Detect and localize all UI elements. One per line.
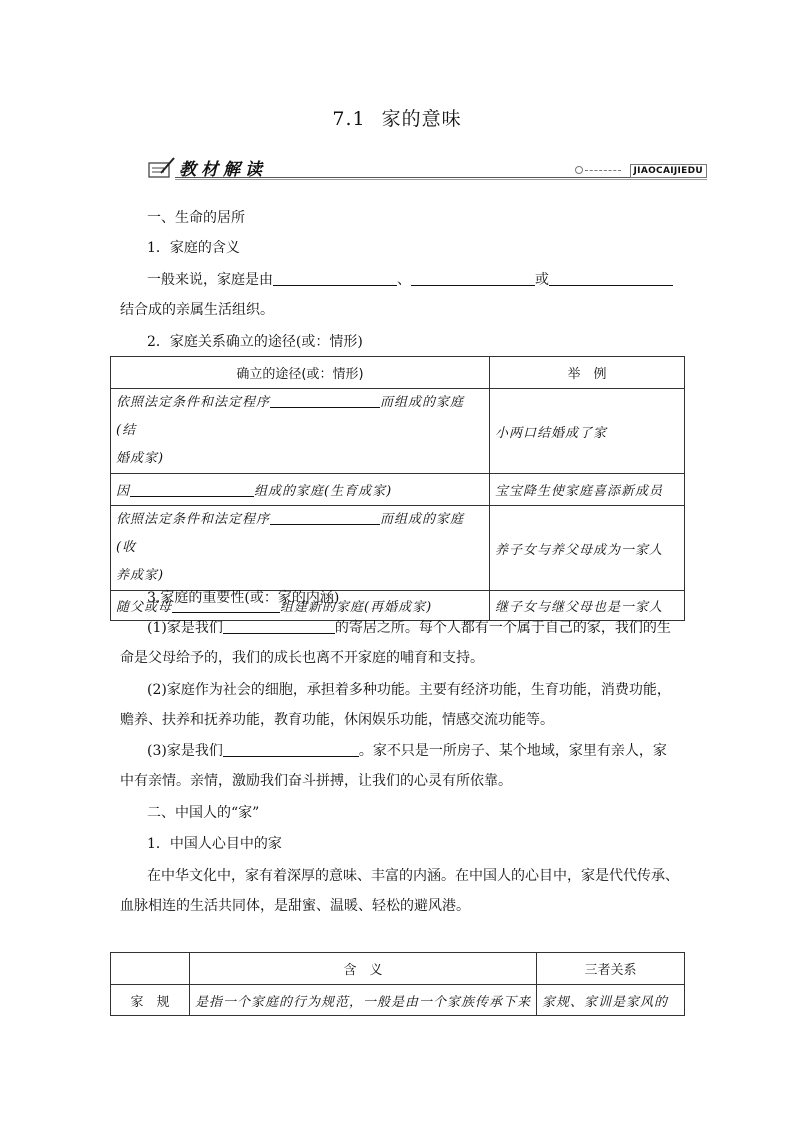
cell-text: 依照法定条件和法定程序	[116, 512, 271, 527]
section2-p-line2: 血脉相连的生活共同体，是甜蜜、温暖、轻松的避风港。	[120, 898, 470, 914]
cell-example: 宝宝降生使家庭喜添新成员	[490, 474, 685, 506]
table2-header-meaning: 含 义	[190, 953, 537, 985]
section1-sub2: 2．家庭关系确立的途径(或：情形)	[147, 334, 363, 350]
cell-text: 婚成家)	[116, 451, 165, 466]
table2-header-blank	[111, 953, 190, 985]
blank-4	[223, 619, 335, 634]
p3-start: (3)家是我们	[147, 743, 223, 759]
table-row	[111, 985, 685, 1016]
title-number: 7.1	[332, 108, 366, 130]
page-title	[0, 104, 794, 131]
definition-start: 一般来说，家庭是由	[147, 272, 273, 288]
section3-p3-line2: 中有亲情。亲情，激励我们奋斗拼搏，让我们的心灵有所依靠。	[120, 773, 512, 789]
table1-header-example: 举 例	[490, 357, 685, 389]
table-row	[111, 506, 685, 591]
p1-start: (1)家是我们	[147, 620, 223, 636]
cell-example: 养子女与养父母成为一家人	[490, 506, 685, 591]
section2-sub1: 1．中国人心目中的家	[147, 836, 282, 852]
cell-text: 而组成的家庭(结	[116, 395, 465, 438]
section-banner	[147, 155, 707, 181]
definition-sep: 、	[397, 272, 411, 288]
section3-p1	[147, 618, 671, 638]
cell-example: 继子女与继父母也是一家人	[490, 591, 685, 621]
blank-3	[549, 271, 673, 286]
cell-text: 组成的家庭(生育成家)	[254, 484, 393, 499]
section1-heading: 一、生命的居所	[147, 210, 245, 226]
banner-english: JIAOCAIJIEDU	[630, 164, 707, 178]
definition-end: 结合成的亲属生活组织。	[120, 302, 274, 318]
section2-heading: 二、中国人的“家”	[147, 805, 260, 821]
section3-p2-line2: 赡养、扶养和抚养功能，教育功能，休闲娱乐功能，情感交流功能等。	[120, 712, 554, 728]
blank-cell	[130, 482, 254, 497]
section3-p2-line1: (2)家庭作为社会的细胞，承担着多种功能。主要有经济功能，生育功能，消费功能，	[147, 682, 671, 698]
cell-meaning: 是指一个家庭的行为规范，一般是由一个家族传承下来	[190, 985, 537, 1016]
establishment-table	[110, 356, 685, 621]
blank-1	[273, 271, 397, 286]
table-row	[111, 389, 685, 474]
cell-text: 而组成的家庭(收	[116, 512, 465, 555]
cell-relation: 家规、家训是家风的	[537, 985, 685, 1016]
pen-book-icon	[147, 155, 177, 181]
blank-cell	[270, 510, 380, 525]
section1-sub1: 1．家庭的含义	[147, 240, 240, 256]
cell-name: 家 规	[111, 985, 190, 1016]
title-text: 家的意味	[381, 108, 462, 130]
blank-cell	[270, 393, 380, 408]
cell-text: 因	[116, 484, 131, 499]
section3-p3	[147, 741, 667, 761]
section2-p-line1: 在中华文化中，家有着深厚的意味、丰富的内涵。在中国人的心目中，家是代代传承、	[147, 868, 679, 884]
family-rules-table	[110, 952, 685, 1016]
table1-header-path: 确立的途径(或：情形)	[111, 357, 490, 389]
table2-header-relation: 三者关系	[537, 953, 685, 985]
p3-end: 。家不只是一所房子、某个地域，家里有亲人，家	[358, 743, 667, 759]
p1-end: 的寄居之所。每个人都有一个属于自己的家，我们的生	[334, 620, 671, 636]
cell-text: 组建新的家庭(再婚成家)	[280, 600, 433, 615]
cell-text: 随父或母	[116, 600, 173, 615]
blank-5	[223, 742, 359, 757]
banner-label: 教材解读	[179, 160, 267, 180]
cell-example: 小两口结婚成了家	[490, 389, 685, 474]
table-row	[111, 474, 685, 506]
definition-line	[147, 270, 673, 290]
section3-p1-line2: 命是父母给予的，我们的成长也离不开家庭的哺育和支持。	[120, 650, 484, 666]
blank-2	[411, 271, 535, 286]
cell-text: 依照法定条件和法定程序	[116, 395, 271, 410]
cell-text: 养成家)	[116, 568, 165, 583]
section3-heading: 3.家庭的重要性(或：家的内涵)	[147, 590, 340, 606]
definition-or: 或	[535, 272, 549, 288]
